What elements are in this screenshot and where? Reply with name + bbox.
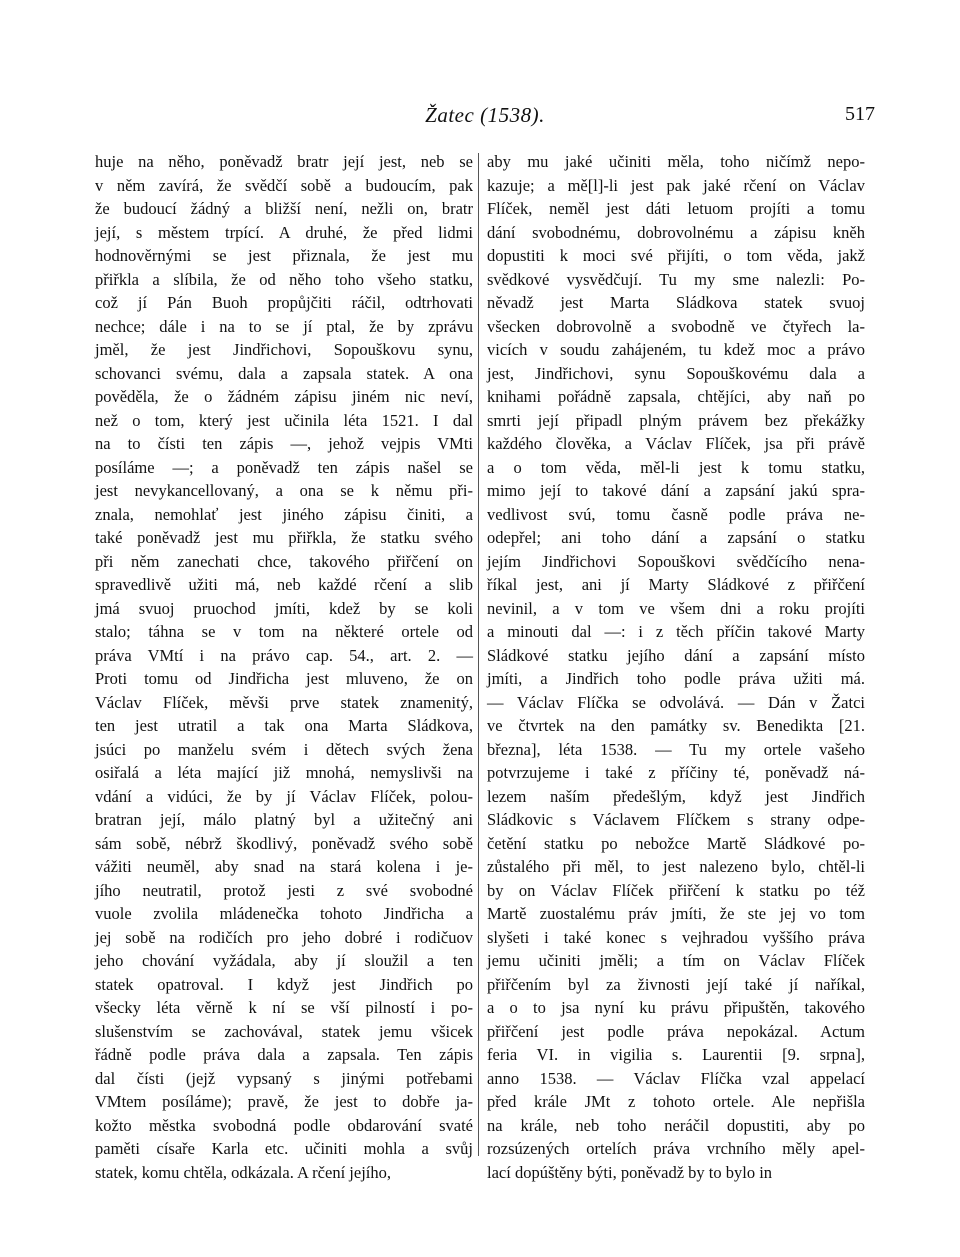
text-line: jeho chování vyžádala, aby jí sloužil a ten [95,951,473,970]
text-line: říkal jest, ani jí Marty Sládkové z přiřčení [487,575,865,594]
text-line: jmíti, a Jindřich toho podle práva užiti má. [487,669,865,688]
text-line: huje na něho, poněvadž bratr její jest, neb se [95,152,473,171]
text-line: vážiti neuměl, aby snad na stará kolena i je- [95,857,473,876]
text-line: něvadž jest Marta Sládkova statek svuoj [487,293,865,312]
text-line: na to čísti ten zápis —, jehož vejpis VMti [95,434,473,453]
text-line: vdání a vidúci, že by jí Václav Flíček, polou- [95,786,473,806]
text-line: jejím Jindřichovi Sopouškovi svědčícího nena- [487,551,865,571]
text-line: paměti císaře Karla etc. učiniti mohla a svůj [95,1139,473,1158]
text-line: spravedlivě užiti má, neb každé rčení a slib [95,575,473,594]
page-number: 517 [845,103,875,125]
text-line: VMtem posíláme); pravě, že jest to dobře ja- [95,1092,473,1111]
text-line: Sládkové statku jejího dání a zapsání místo [487,645,865,665]
text-line: dal čísti (jejž vypsaný s jinými potřebami [95,1068,473,1088]
text-line: kožto městka svobodná podle obdarování svaté [95,1115,473,1135]
text-line: přiřčením byl za živnosti její také jí naříkal, [487,974,865,994]
text-line: jej sobě na rodičích pro jeho dobré i rodičuov [95,927,473,947]
left-column [95,150,473,1184]
text-line: nechce; dále i na to se jí ptal, že by zprávu [95,316,473,336]
text-line: knihami pořádně zapsala, chtějíci, aby naň po [487,387,865,406]
text-line: na krále, neb toho neráčil dopustiti, aby po [487,1115,865,1135]
text-line: statek, komu chtěla, odkázala. A rčení jejího, [95,1162,391,1182]
column-divider [478,153,479,1156]
text-line: mimo její to takové dání a zapsání jakú spra- [487,481,865,500]
text-line: Flíček, neměl jest dáti letuom projíti a tomu [487,199,865,218]
text-line: také poněvadž jest mu přiřkla, že statku svého [95,528,473,547]
text-line: statek opatroval. I když jest Jindřich po [95,974,473,994]
text-line: — Václav Flíčka se odvolává. — Dán v Žatci [487,692,865,712]
text-line: schovanci svému, dala a zapsala statek. A ona [95,363,473,383]
text-line: a minouti dal —: i z těch příčin takové Marty [487,622,865,641]
text-line: slušenstvím se zachovával, statek jemu všicek [95,1021,473,1041]
text-line: nevinil, a v tom ve všem dni a roku projíti [487,598,865,618]
text-line: v něm zavírá, že svědčí sobě a budoucím, pak [95,175,473,195]
text-line: sám sobě, nébrž škodlivý, poněvadž svého sobě [95,833,473,853]
text-line: stalo; táhna se v tom na některé ortele od [95,622,473,641]
text-line: že budoucí žádný a bližší není, nežli on, bratr [95,199,473,218]
text-line: než o tom, který jest učinila léta 1521. I dal [95,410,473,430]
text-line: vicích v soudu zahájeném, tu kdež moc a právo [487,340,865,359]
text-line: přiřčení jest podle práva nepokázal. Actum [487,1021,865,1041]
text-line: smrti její připadl plným právem bez překážky [487,410,865,430]
text-line: jměl, že jest Jindřichovi, Sopouškovu synu, [95,340,473,359]
text-line: ve čtvrtek na den památky sv. Benedikta [21. [487,716,865,735]
text-line: lací dopúštěny býti, poněvadž by to bylo in [487,1162,773,1182]
running-title: Žatec (1538). [425,103,545,127]
text-line: kazuje; a mě[l]-li jest pak jaké rčení on Václav [487,175,865,195]
text-line: anno 1538. — Václav Flíčka vzal appelací [487,1068,865,1088]
text-line: četění statku po nebožce Martě Sládkové po- [487,833,865,853]
text-line: jsúci po manželu svém i dětech svých žena [95,739,473,759]
text-line: hodnověrnými se jest přiznala, že jest mu [95,246,473,265]
text-line: Proti tomu od Jindřicha jest mluveno, že on [95,669,473,688]
text-line: feria VI. in vigilia s. Laurentii [9. srpna], [487,1045,865,1064]
text-line: ten jest utratil a tak ona Marta Sládkova, [95,716,473,735]
text-line: řádně podle práva dala a zapsala. Ten zápis [95,1045,473,1064]
text-line: jmá svuoj pruochod jmíti, kdež by se koli [95,598,473,618]
text-line: slyšeti i také konec s vejhradou vyššího práva [487,927,865,947]
running-head [95,103,875,133]
text-line: před krále JMt z tohoto ortele. Ale nepřišla [487,1092,865,1111]
text-line: osiřalá a léta mající již mnohá, nemyslivši na [95,763,473,782]
text-line: vuole zvolila mládenečka tohoto Jindřicha a [95,904,473,923]
text-line: přiřkla a slíbila, že od něho toho všeho statku, [95,269,473,289]
text-line: znala, nemohlať jest jiného zápisu činiti, a [95,504,473,524]
text-line: by on Václav Flíček přiřčení k statku po též [487,880,865,900]
text-line: svědkové vysvědčují. Tu my sme nalezli: Po- [487,269,865,289]
text-line: její, s městem trpící. A druhé, že před lidmi [95,222,473,242]
text-line: odepřel; ani toho dání a zapsání o statku [487,528,865,547]
text-line: března], léta 1538. — Tu my ortele vašeho [487,739,865,759]
text-line: práva VMtí i na právo cap. 54., art. 2. — [95,645,473,665]
text-line: lezem naším předešlým, když jest Jindřich [487,786,865,806]
text-line: a o tom věda, měl-li jest k tomu statku, [487,457,865,477]
text-line: každého člověka, a Václav Flíček, jsa při právě [487,434,865,453]
text-line: a o to jsa nyní ku právu připuštěn, takového [487,998,865,1017]
text-line: rozsúzených ortelích práva vrchního měly apel- [487,1139,865,1158]
text-line: při něm zanechati chce, takového přiřčení on [95,551,473,571]
text-line: potvrzujeme i také z příčiny té, poněvadž ná- [487,763,865,782]
text-line: zůstalého při měl, to jest nalezeno bylo, chtěl-li [487,857,865,876]
text-line: jest nevykancellovaný, a ona se k němu při- [95,481,473,500]
text-line: posíláme —; a poněvadž ten zápis našel se [95,457,473,477]
text-line: Martě zuostalému práv jmíti, že ste jej vo tom [487,904,865,923]
text-line: pověděla, že o žádném zápisu jiném nic neví, [95,387,473,406]
text-line: jest, Jindřichovi, synu Sopouškovému dala a [487,363,865,383]
text-line: bratran její, málo platný byl a užitečný ani [95,810,473,829]
right-column [487,150,865,1184]
text-line: což jí Pán Buoh propůjčiti ráčil, odtrhovati [95,293,473,312]
text-line: jemu učiniti jměli; a tím on Václav Flíček [487,951,865,970]
text-line: aby mu jaké učiniti měla, toho ničímž nepo- [487,152,865,171]
text-line: dání svobodnému, dobrovolnému a zápisu kněh [487,222,865,242]
text-line: jího neutratil, protož jesti z své svobodné [95,880,473,900]
text-line: všecken dobrovolně a svobodně ve čtyřech la- [487,316,865,336]
text-line: vedlivost svú, tomu časně podle práva ne- [487,504,865,524]
text-line: všecky léta věrně k ní se vší pilností i po- [95,998,473,1017]
text-line: Václav Flíček, měvši prve statek znamenitý, [95,692,473,712]
text-line: dopustiti k moci své přijíti, o tom věda, jakž [487,246,865,265]
text-line: Sládkovic s Václavem Flíčkem s strany odpe- [487,810,865,829]
